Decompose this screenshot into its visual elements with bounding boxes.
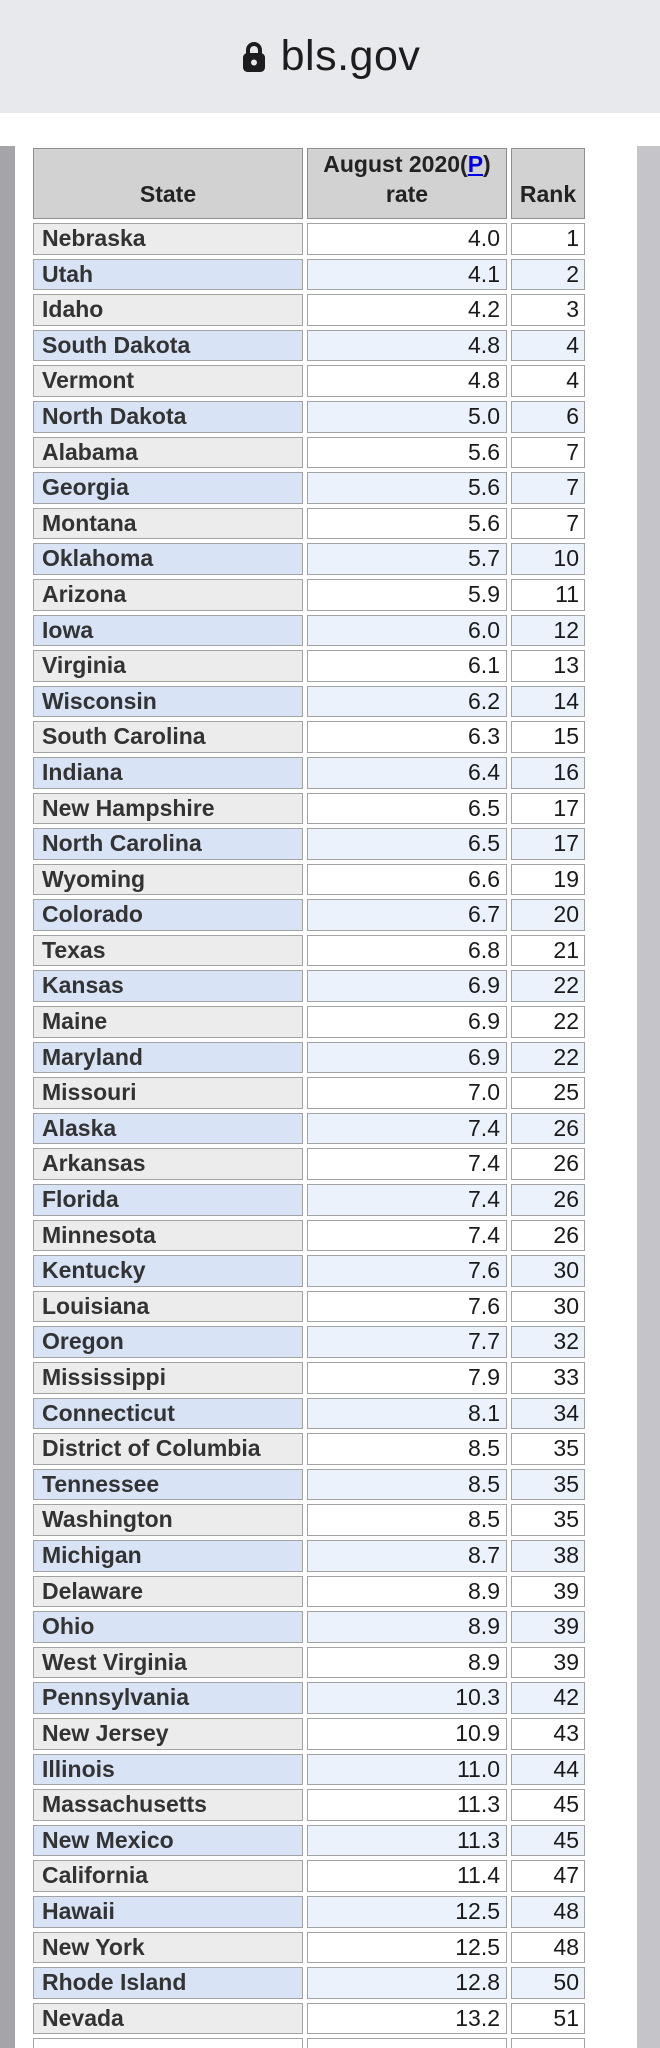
- table-row: [33, 508, 585, 540]
- cell-rank: 34: [511, 1398, 585, 1430]
- cell-rank: 11: [511, 579, 585, 611]
- cell-rank: 21: [511, 935, 585, 967]
- cell-rate: 6.0: [307, 615, 507, 647]
- cell-rank: 39: [511, 1611, 585, 1643]
- cell-rank: 25: [511, 1077, 585, 1109]
- cell-state: New Hampshire: [33, 793, 303, 825]
- cell-state: Missouri: [33, 1077, 303, 1109]
- clipped-next-row: [33, 2038, 585, 2048]
- cell-rank: 19: [511, 864, 585, 896]
- cell-rate: 11.0: [307, 1754, 507, 1786]
- cell-rank: 17: [511, 828, 585, 860]
- cell-rank: 10: [511, 543, 585, 575]
- cell-rate: 4.1: [307, 259, 507, 291]
- table-row: [33, 899, 585, 931]
- cell-rank: 39: [511, 1647, 585, 1679]
- cell-rate: 5.0: [307, 401, 507, 433]
- cell-rate: 7.6: [307, 1255, 507, 1287]
- table-row: [33, 1398, 585, 1430]
- cell-rank: 3: [511, 294, 585, 326]
- table-row: [33, 1967, 585, 1999]
- cell-state: Delaware: [33, 1576, 303, 1608]
- cell-state: Rhode Island: [33, 1967, 303, 1999]
- cell-rank: 26: [511, 1220, 585, 1252]
- cell-rate: 6.4: [307, 757, 507, 789]
- cell-state: Oklahoma: [33, 543, 303, 575]
- cell-rank: 50: [511, 1967, 585, 1999]
- cell-rate: 6.9: [307, 970, 507, 1002]
- cell-rank: 26: [511, 1184, 585, 1216]
- table-row: [33, 864, 585, 896]
- cell-rank: 33: [511, 1362, 585, 1394]
- browser-address-bar[interactable]: [0, 0, 660, 113]
- cell-rank: 4: [511, 330, 585, 362]
- cell-rate: 5.6: [307, 437, 507, 469]
- cell-rate: 7.4: [307, 1113, 507, 1145]
- cell-rate: 8.7: [307, 1540, 507, 1572]
- cell-rank: 7: [511, 437, 585, 469]
- cell-rank: 4: [511, 365, 585, 397]
- cell-rate: 6.6: [307, 864, 507, 896]
- cell-rank: 1: [511, 223, 585, 255]
- cell-rate: 6.8: [307, 935, 507, 967]
- left-gutter: [0, 146, 15, 2048]
- cell-state: Idaho: [33, 294, 303, 326]
- col-header-state: [33, 148, 303, 219]
- cell-rank: 45: [511, 1825, 585, 1857]
- cell-state: South Dakota: [33, 330, 303, 362]
- table-row: [33, 1077, 585, 1109]
- cell-state: California: [33, 1860, 303, 1892]
- cell-rate: 11.4: [307, 1860, 507, 1892]
- cell-rate: 8.5: [307, 1469, 507, 1501]
- cell-state: North Carolina: [33, 828, 303, 860]
- cell-state: Texas: [33, 935, 303, 967]
- cell-rank: 2: [511, 259, 585, 291]
- cell-rank: 44: [511, 1754, 585, 1786]
- cell-rate: 12.5: [307, 1896, 507, 1928]
- cell-rank: 39: [511, 1576, 585, 1608]
- cell-state: Louisiana: [33, 1291, 303, 1323]
- cell-state: Tennessee: [33, 1469, 303, 1501]
- cell-state: Florida: [33, 1184, 303, 1216]
- cell-state: Mississippi: [33, 1362, 303, 1394]
- rate-header-line2: rate: [385, 181, 429, 207]
- cell-rank: 7: [511, 472, 585, 504]
- table-row: [33, 686, 585, 718]
- cell-rank: 30: [511, 1291, 585, 1323]
- cell-empty: [33, 2038, 303, 2048]
- cell-rate: 7.9: [307, 1362, 507, 1394]
- cell-state: Nevada: [33, 2003, 303, 2035]
- cell-state: Virginia: [33, 650, 303, 682]
- cell-state: New Mexico: [33, 1825, 303, 1857]
- rate-header-suffix: ): [483, 151, 491, 177]
- cell-state: Iowa: [33, 615, 303, 647]
- cell-state: Oregon: [33, 1326, 303, 1358]
- right-gutter: [637, 146, 660, 2048]
- table-row: [33, 401, 585, 433]
- cell-rate: 6.5: [307, 793, 507, 825]
- table-header-row: [33, 148, 585, 219]
- table-row: [33, 1433, 585, 1465]
- cell-rate: 8.5: [307, 1504, 507, 1536]
- col-header-rate: [307, 148, 507, 219]
- table-row: [33, 1860, 585, 1892]
- col-header-rank: [511, 148, 585, 219]
- cell-rate: 12.5: [307, 1932, 507, 1964]
- cell-rank: 45: [511, 1789, 585, 1821]
- cell-rate: 10.3: [307, 1682, 507, 1714]
- cell-rate: 7.7: [307, 1326, 507, 1358]
- table-row: [33, 543, 585, 575]
- cell-rate: 6.9: [307, 1006, 507, 1038]
- cell-rate: 11.3: [307, 1789, 507, 1821]
- table-row: [33, 1540, 585, 1572]
- cell-state: Alaska: [33, 1113, 303, 1145]
- table-row: [33, 1113, 585, 1145]
- table-row: [33, 1255, 585, 1287]
- cell-rate: 7.0: [307, 1077, 507, 1109]
- table-row: [33, 294, 585, 326]
- cell-rate: 7.6: [307, 1291, 507, 1323]
- cell-rank: 14: [511, 686, 585, 718]
- preliminary-footnote-link[interactable]: P: [467, 151, 484, 177]
- cell-state: Illinois: [33, 1754, 303, 1786]
- cell-rank: 35: [511, 1469, 585, 1501]
- url-text: bls.gov: [280, 32, 421, 80]
- cell-state: New Jersey: [33, 1718, 303, 1750]
- table-row: [33, 1291, 585, 1323]
- table-row: [33, 223, 585, 255]
- cell-state: Colorado: [33, 899, 303, 931]
- cell-rank: 26: [511, 1113, 585, 1145]
- cell-rate: 7.4: [307, 1184, 507, 1216]
- cell-state: Hawaii: [33, 1896, 303, 1928]
- table-row: [33, 437, 585, 469]
- cell-rank: 22: [511, 1042, 585, 1074]
- cell-rank: 26: [511, 1148, 585, 1180]
- cell-state: Kansas: [33, 970, 303, 1002]
- table-row: [33, 793, 585, 825]
- cell-state: North Dakota: [33, 401, 303, 433]
- table-row: [33, 1754, 585, 1786]
- cell-state: Wisconsin: [33, 686, 303, 718]
- cell-rank: 51: [511, 2003, 585, 2035]
- cell-rate: 7.4: [307, 1220, 507, 1252]
- cell-rate: 7.4: [307, 1148, 507, 1180]
- table-row: [33, 1647, 585, 1679]
- table-row: [33, 365, 585, 397]
- cell-rank: 7: [511, 508, 585, 540]
- table-row: [33, 650, 585, 682]
- cell-rank: 43: [511, 1718, 585, 1750]
- cell-rate: 6.5: [307, 828, 507, 860]
- unemployment-rate-table: [29, 144, 589, 2048]
- table-row: [33, 1220, 585, 1252]
- table-row: [33, 1576, 585, 1608]
- table-row: [33, 1504, 585, 1536]
- cell-empty: [307, 2038, 507, 2048]
- cell-rate: 10.9: [307, 1718, 507, 1750]
- cell-state: Connecticut: [33, 1398, 303, 1430]
- cell-rank: 32: [511, 1326, 585, 1358]
- cell-state: West Virginia: [33, 1647, 303, 1679]
- cell-rate: 8.9: [307, 1576, 507, 1608]
- cell-rate: 4.8: [307, 365, 507, 397]
- col-header-rank-label: Rank: [519, 181, 577, 207]
- cell-rate: 6.3: [307, 721, 507, 753]
- cell-rank: 35: [511, 1433, 585, 1465]
- cell-state: Pennsylvania: [33, 1682, 303, 1714]
- cell-rank: 22: [511, 970, 585, 1002]
- table-row: [33, 1148, 585, 1180]
- cell-empty: [511, 2038, 585, 2048]
- cell-rate: 5.7: [307, 543, 507, 575]
- cell-rate: 13.2: [307, 2003, 507, 2035]
- table-row: [33, 330, 585, 362]
- table-row: [33, 935, 585, 967]
- cell-state: District of Columbia: [33, 1433, 303, 1465]
- cell-rate: 5.6: [307, 472, 507, 504]
- cell-state: Wyoming: [33, 864, 303, 896]
- cell-rate: 8.9: [307, 1647, 507, 1679]
- table-row: [33, 1682, 585, 1714]
- cell-rank: 20: [511, 899, 585, 931]
- cell-state: Nebraska: [33, 223, 303, 255]
- cell-state: Indiana: [33, 757, 303, 789]
- cell-state: Massachusetts: [33, 1789, 303, 1821]
- cell-rate: 6.7: [307, 899, 507, 931]
- table-row: [33, 1718, 585, 1750]
- cell-rate: 5.6: [307, 508, 507, 540]
- cell-rank: 15: [511, 721, 585, 753]
- table-body: [33, 223, 585, 2048]
- table-row: [33, 721, 585, 753]
- cell-state: Washington: [33, 1504, 303, 1536]
- table-row: [33, 579, 585, 611]
- cell-rank: 30: [511, 1255, 585, 1287]
- table-row: [33, 757, 585, 789]
- cell-state: Arizona: [33, 579, 303, 611]
- cell-rate: 5.9: [307, 579, 507, 611]
- table-row: [33, 828, 585, 860]
- table-row: [33, 1362, 585, 1394]
- page-content: [0, 113, 660, 2048]
- cell-rate: 12.8: [307, 1967, 507, 1999]
- cell-state: South Carolina: [33, 721, 303, 753]
- cell-rate: 8.5: [307, 1433, 507, 1465]
- table-row: [33, 259, 585, 291]
- cell-rank: 22: [511, 1006, 585, 1038]
- lock-icon: [240, 40, 268, 74]
- col-header-state-label: State: [139, 181, 197, 207]
- table-row: [33, 2003, 585, 2035]
- table-row: [33, 472, 585, 504]
- cell-state: Utah: [33, 259, 303, 291]
- cell-state: New York: [33, 1932, 303, 1964]
- cell-rate: 4.8: [307, 330, 507, 362]
- cell-rate: 6.2: [307, 686, 507, 718]
- cell-rate: 4.0: [307, 223, 507, 255]
- cell-rank: 12: [511, 615, 585, 647]
- table-row: [33, 1326, 585, 1358]
- cell-state: Arkansas: [33, 1148, 303, 1180]
- cell-rank: 48: [511, 1932, 585, 1964]
- cell-rank: 42: [511, 1682, 585, 1714]
- table-row: [33, 615, 585, 647]
- cell-state: Kentucky: [33, 1255, 303, 1287]
- cell-rate: 6.9: [307, 1042, 507, 1074]
- table-row: [33, 1825, 585, 1857]
- cell-rank: 6: [511, 401, 585, 433]
- table-row: [33, 1006, 585, 1038]
- cell-rank: 35: [511, 1504, 585, 1536]
- cell-state: Maine: [33, 1006, 303, 1038]
- table-row: [33, 1789, 585, 1821]
- table-row: [33, 1042, 585, 1074]
- cell-rate: 8.9: [307, 1611, 507, 1643]
- cell-rate: 8.1: [307, 1398, 507, 1430]
- cell-rate: 6.1: [307, 650, 507, 682]
- cell-rate: 4.2: [307, 294, 507, 326]
- cell-state: Maryland: [33, 1042, 303, 1074]
- cell-state: Ohio: [33, 1611, 303, 1643]
- table-row: [33, 1932, 585, 1964]
- cell-rank: 13: [511, 650, 585, 682]
- rate-header-prefix: August 2020(: [323, 151, 468, 177]
- cell-state: Alabama: [33, 437, 303, 469]
- cell-rank: 17: [511, 793, 585, 825]
- cell-state: Georgia: [33, 472, 303, 504]
- table-row: [33, 970, 585, 1002]
- cell-rank: 38: [511, 1540, 585, 1572]
- cell-state: Montana: [33, 508, 303, 540]
- cell-state: Minnesota: [33, 1220, 303, 1252]
- table-row: [33, 1184, 585, 1216]
- cell-state: Vermont: [33, 365, 303, 397]
- cell-rank: 47: [511, 1860, 585, 1892]
- cell-rate: 11.3: [307, 1825, 507, 1857]
- table-row: [33, 1469, 585, 1501]
- cell-state: Michigan: [33, 1540, 303, 1572]
- cell-rank: 16: [511, 757, 585, 789]
- cell-rank: 48: [511, 1896, 585, 1928]
- table-row: [33, 1611, 585, 1643]
- table-row: [33, 1896, 585, 1928]
